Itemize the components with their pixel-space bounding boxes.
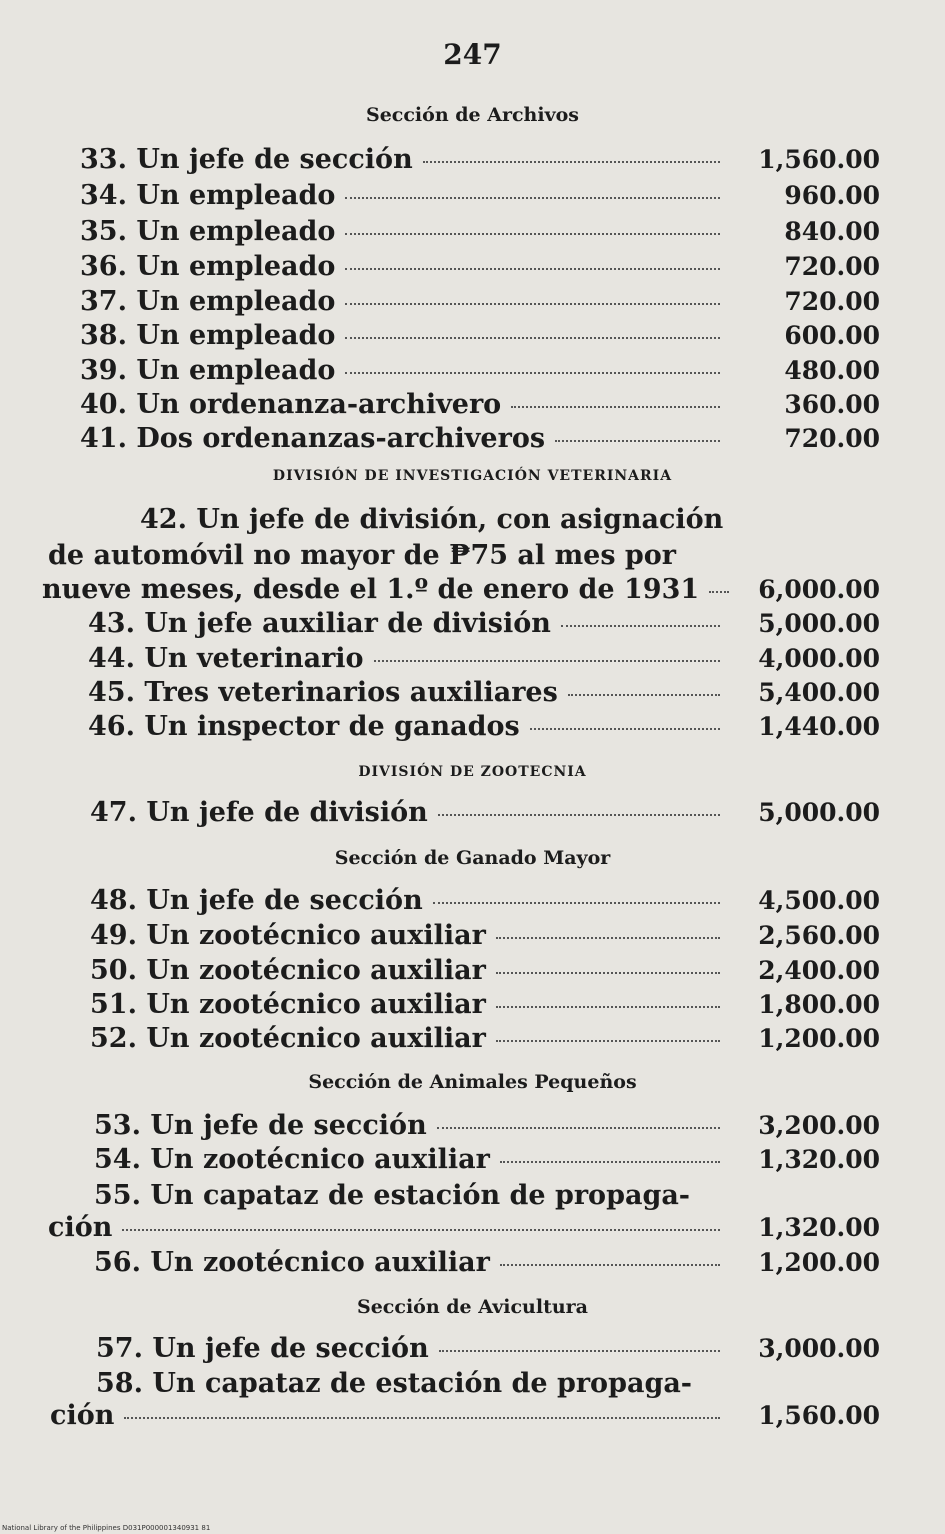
list-item (90, 797, 880, 833)
dot-leader (122, 1229, 720, 1231)
list-item (94, 1110, 880, 1146)
item-amount: 4,500.00 (758, 886, 880, 915)
item-amount: 1,560.00 (758, 1401, 880, 1430)
dot-leader (511, 406, 720, 408)
dot-leader (496, 972, 720, 974)
list-item (88, 608, 880, 644)
item-label: 46. Un inspector de ganados (88, 711, 520, 742)
scan-footer-credit: National Library of the Philippines D031P000001340931 81 (2, 1524, 211, 1532)
dot-leader (345, 303, 720, 305)
division-heading-zootecnia: DIVISIÓN DE ZOOTECNIA (358, 764, 587, 780)
dot-leader (438, 814, 720, 816)
dot-leader (437, 1127, 720, 1129)
item-label: 37. Un empleado (80, 286, 336, 317)
item-amount: 600.00 (784, 321, 880, 350)
item-label: 51. Un zootécnico auxiliar (90, 989, 486, 1020)
list-item (80, 389, 880, 425)
dot-leader (555, 440, 720, 442)
item-label: 38. Un empleado (80, 320, 336, 351)
item-42-line2: de automóvil no mayor de ₱75 al mes por (48, 540, 677, 571)
list-item (80, 144, 880, 180)
item-label: 54. Un zootécnico auxiliar (94, 1144, 490, 1175)
item-label: 35. Un empleado (80, 216, 336, 247)
dot-leader (568, 694, 720, 696)
division-heading-investigacion: DIVISIÓN DE INVESTIGACIÓN VETERINARIA (272, 468, 673, 484)
list-item (88, 643, 880, 679)
item-amount: 2,560.00 (758, 921, 880, 950)
list-item (90, 885, 880, 921)
item-label: 40. Un ordenanza-archivero (80, 389, 502, 420)
item-label: 50. Un zootécnico auxiliar (90, 955, 486, 986)
dot-leader (345, 197, 720, 199)
item-label: 44. Un veterinario (88, 643, 364, 674)
section-heading-ganado-mayor: Sección de Ganado Mayor (334, 847, 611, 869)
item-label: 53. Un jefe de sección (94, 1110, 427, 1141)
list-item (48, 1212, 880, 1248)
list-item (80, 180, 880, 216)
item-label: ción (50, 1400, 115, 1431)
list-item (80, 423, 880, 459)
item-label: 56. Un zootécnico auxiliar (94, 1247, 490, 1278)
item-amount: 480.00 (784, 356, 880, 385)
item-label: 34. Un empleado (80, 180, 336, 211)
list-item (80, 286, 880, 322)
item-label: 45. Tres veterinarios auxiliares (88, 677, 558, 708)
list-item (96, 1333, 880, 1369)
item-amount: 1,200.00 (758, 1248, 880, 1277)
list-item (88, 711, 880, 747)
item-amount: 720.00 (784, 287, 880, 316)
item-label: 43. Un jefe auxiliar de división (88, 608, 551, 639)
dot-leader (345, 372, 720, 374)
dot-leader (496, 1006, 720, 1008)
list-item (90, 955, 880, 991)
list-item (80, 216, 880, 252)
list-item (90, 920, 880, 956)
list-item (90, 989, 880, 1025)
item-label: 36. Un empleado (80, 251, 336, 282)
list-item (88, 677, 880, 713)
list-item (42, 574, 880, 610)
dot-leader (374, 660, 720, 662)
item-55-line1: 55. Un capataz de estación de propaga- (94, 1180, 691, 1211)
item-label: 48. Un jefe de sección (90, 885, 423, 916)
item-amount: 1,800.00 (758, 990, 880, 1019)
section-heading-archivos: Sección de Archivos (365, 104, 580, 126)
item-amount: 720.00 (784, 424, 880, 453)
dot-leader (709, 591, 729, 593)
dot-leader (439, 1350, 720, 1352)
list-item (50, 1400, 880, 1436)
item-amount: 2,400.00 (758, 956, 880, 985)
item-amount: 720.00 (784, 252, 880, 281)
dot-leader (124, 1417, 720, 1419)
item-label: 33. Un jefe de sección (80, 144, 413, 175)
item-label: ción (48, 1212, 113, 1243)
item-label: 52. Un zootécnico auxiliar (90, 1023, 486, 1054)
list-item (94, 1247, 880, 1283)
item-amount: 5,000.00 (758, 609, 880, 638)
item-amount: 1,200.00 (758, 1024, 880, 1053)
dot-leader (496, 937, 720, 939)
page-number: 247 (443, 38, 502, 71)
dot-leader (496, 1040, 720, 1042)
dot-leader (530, 728, 720, 730)
dot-leader (561, 625, 720, 627)
item-amount: 960.00 (784, 181, 880, 210)
item-label: nueve meses, desde el 1.º de enero de 1931 (42, 574, 700, 605)
dot-leader (345, 268, 720, 270)
list-item (80, 355, 880, 391)
item-label: 39. Un empleado (80, 355, 336, 386)
item-amount: 4,000.00 (758, 644, 880, 673)
item-amount: 1,440.00 (758, 712, 880, 741)
item-amount: 5,400.00 (758, 678, 880, 707)
section-heading-animales-pequenos: Sección de Animales Pequeños (308, 1071, 637, 1093)
list-item (80, 251, 880, 287)
item-amount: 6,000.00 (758, 575, 880, 604)
item-amount: 5,000.00 (758, 798, 880, 827)
item-amount: 3,200.00 (758, 1111, 880, 1140)
list-item (94, 1144, 880, 1180)
dot-leader (433, 902, 720, 904)
item-amount: 1,320.00 (758, 1145, 880, 1174)
section-heading-avicultura: Sección de Avicultura (357, 1296, 588, 1318)
item-amount: 3,000.00 (758, 1334, 880, 1363)
item-label: 47. Un jefe de división (90, 797, 428, 828)
item-amount: 840.00 (784, 217, 880, 246)
item-amount: 1,560.00 (758, 145, 880, 174)
item-amount: 360.00 (784, 390, 880, 419)
dot-leader (345, 233, 720, 235)
item-42-line1: 42. Un jefe de división, con asignación (140, 504, 724, 535)
dot-leader (345, 337, 720, 339)
list-item (80, 320, 880, 356)
item-58-line1: 58. Un capataz de estación de propaga- (96, 1368, 693, 1399)
item-label: 57. Un jefe de sección (96, 1333, 429, 1364)
dot-leader (423, 161, 720, 163)
item-label: 49. Un zootécnico auxiliar (90, 920, 486, 951)
dot-leader (500, 1264, 720, 1266)
dot-leader (500, 1161, 720, 1163)
list-item (90, 1023, 880, 1059)
item-amount: 1,320.00 (758, 1213, 880, 1242)
item-label: 41. Dos ordenanzas-archiveros (80, 423, 546, 454)
